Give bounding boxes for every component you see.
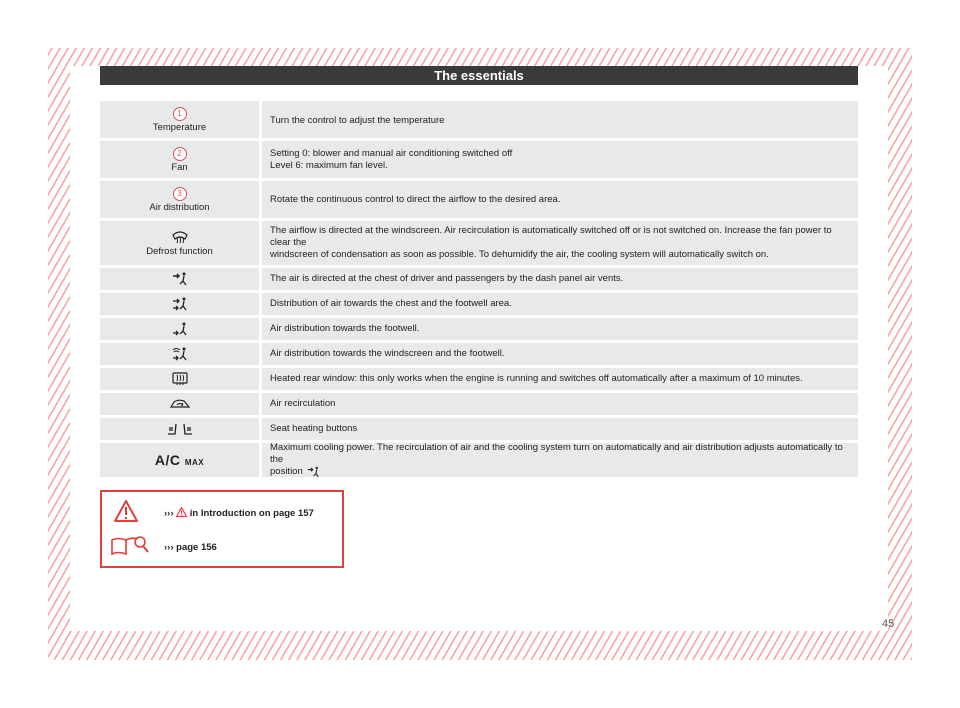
- description-line: Seat heating buttons: [270, 423, 358, 434]
- row-label-cell: [100, 418, 259, 440]
- description-line: Maximum cooling power. The recirculation of air and the cooling system turn on automatically and air distribution adjusts automatically to the: [270, 442, 843, 465]
- link-text: page 156: [176, 542, 217, 553]
- table-row: [100, 418, 858, 440]
- row-label: Air distribution: [149, 201, 210, 213]
- table-row: [100, 393, 858, 415]
- ac-max-icon: [155, 452, 204, 468]
- airflow-chest-icon: [307, 466, 320, 478]
- table-row: [100, 268, 858, 290]
- rear-window-heating-icon: [172, 372, 188, 386]
- row-label: Temperature: [152, 121, 207, 133]
- description-line: windscreen of condensation as soon as possible. To dehumidify the air, the cooling system will automatically switch on.: [270, 249, 769, 260]
- row-description: [259, 418, 858, 440]
- table-row: [100, 318, 858, 340]
- row-description: [259, 318, 858, 340]
- row-description: [259, 268, 858, 290]
- row-label-cell: [100, 293, 259, 315]
- airflow-chest-footwell-icon: [172, 297, 188, 311]
- row-description: [259, 293, 858, 315]
- warning-icon: [176, 507, 187, 517]
- row-description: [259, 393, 858, 415]
- description-line: Setting 0: blower and manual air conditioning switched off: [270, 147, 513, 159]
- table-row: [100, 181, 858, 218]
- row-description: [259, 343, 858, 365]
- description-line: The air is directed at the chest of driver and passengers by the dash panel air vents.: [270, 273, 624, 284]
- row-label-cell: [100, 318, 259, 340]
- description-line-wrap: [270, 466, 320, 478]
- description-line: position: [270, 466, 303, 477]
- description-line: Distribution of air towards the chest and the footwell area.: [270, 298, 512, 309]
- table-row: [100, 141, 858, 178]
- description-line: Heated rear window: this only works when the engine is running and switches off automatically after a maximum of 10 minutes.: [270, 373, 803, 384]
- row-label-cell: [100, 443, 259, 477]
- link-text: in Introduction on page 157: [189, 508, 314, 519]
- row-label-cell: [100, 181, 259, 218]
- table-row: [100, 101, 858, 138]
- airflow-chest-icon: [172, 272, 188, 286]
- air-recirculation-icon: [170, 398, 190, 410]
- link-prefix: ›››: [164, 542, 174, 553]
- table-row: [100, 443, 858, 477]
- number-badge: 2: [173, 147, 187, 161]
- row-description: [259, 101, 858, 138]
- description-line: The airflow is directed at the windscreen. Air recirculation is automatically switched off or is not switched on. Increase the fan power to clear the: [270, 225, 832, 248]
- description-line: Rotate the continuous control to direct the airflow to the desired area.: [270, 193, 561, 205]
- description-line: Air distribution towards the footwell.: [270, 323, 420, 334]
- warning-icon: [114, 500, 138, 522]
- table-row: [100, 293, 858, 315]
- row-label-cell: [100, 101, 259, 138]
- link-prefix: ›››: [164, 508, 174, 519]
- controls-table: [100, 101, 858, 480]
- table-row: [100, 368, 858, 390]
- ac-text: A/C: [154, 452, 181, 468]
- row-label: Fan: [171, 161, 188, 173]
- airflow-windscreen-footwell-icon: [172, 347, 188, 361]
- row-description: [259, 181, 858, 218]
- page-title: The essentials: [100, 66, 858, 85]
- table-row: [100, 343, 858, 365]
- row-description: [259, 221, 858, 265]
- number-badge: 1: [173, 107, 187, 121]
- row-label-cell: [100, 141, 259, 178]
- description-line: Air distribution towards the windscreen and the footwell.: [270, 348, 505, 359]
- seat-heating-icon: [166, 422, 194, 436]
- row-description: [259, 443, 858, 477]
- row-label-cell: [100, 343, 259, 365]
- notice-box: [100, 490, 344, 568]
- ac-max-text: MAX: [184, 458, 205, 467]
- description-line: Level 6: maximum fan level.: [270, 159, 388, 171]
- row-label: Defrost function: [146, 245, 213, 257]
- row-label-cell: [100, 268, 259, 290]
- row-label-cell: [100, 393, 259, 415]
- defrost-icon: [172, 230, 188, 244]
- book-search-icon: [110, 534, 150, 556]
- page-number: 45: [882, 618, 895, 630]
- notice-line-warning[interactable]: [164, 507, 314, 519]
- airflow-footwell-icon: [172, 322, 188, 336]
- row-label-cell: [100, 368, 259, 390]
- description-line: Turn the control to adjust the temperature: [270, 115, 445, 126]
- row-label-cell: [100, 221, 259, 265]
- row-description: [259, 141, 858, 178]
- number-badge: 3: [173, 187, 187, 201]
- description-line: Air recirculation: [270, 398, 336, 409]
- table-row: [100, 221, 858, 265]
- notice-line-reference[interactable]: [164, 542, 217, 553]
- row-description: [259, 368, 858, 390]
